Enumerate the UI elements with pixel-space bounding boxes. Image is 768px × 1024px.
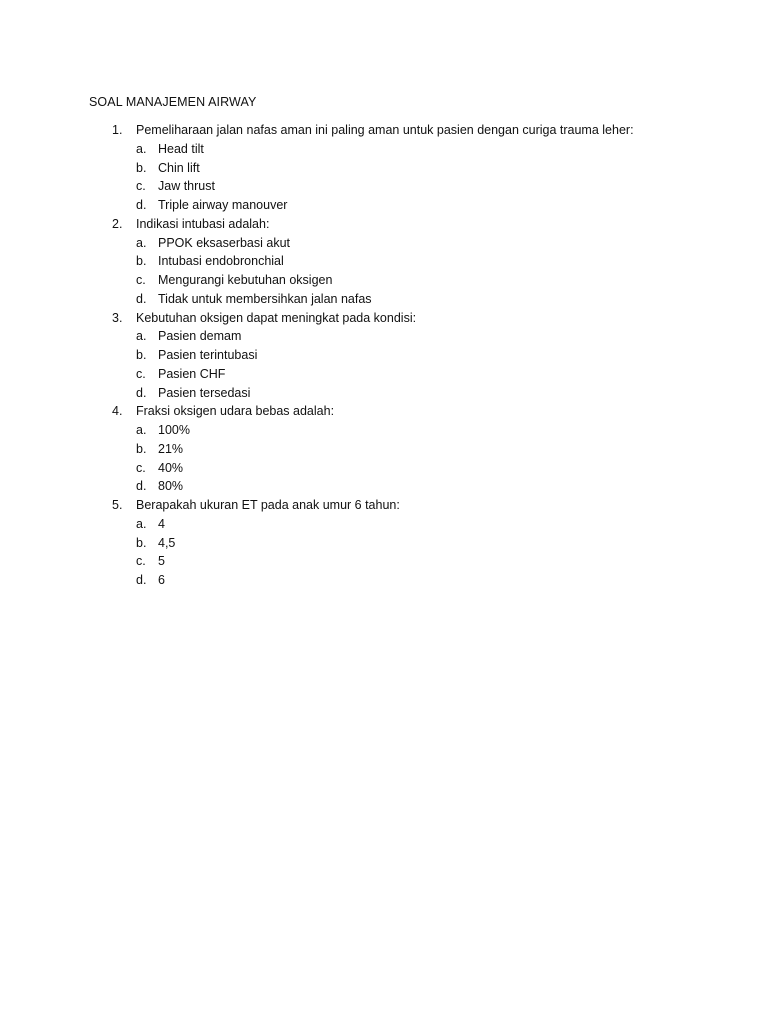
option-letter: b. (136, 160, 147, 175)
option-letter: c. (136, 460, 146, 475)
question-text: Kebutuhan oksigen dapat meningkat pada kondisi: (136, 310, 417, 325)
option-item (0, 459, 768, 478)
option-item (0, 440, 768, 459)
question-number: 3. (112, 310, 123, 325)
option-item (0, 571, 768, 590)
option-letter: a. (136, 329, 147, 344)
option-list (0, 327, 768, 402)
option-letter: c. (136, 179, 146, 194)
option-item (0, 515, 768, 534)
option-letter: a. (136, 141, 147, 156)
option-item (0, 534, 768, 553)
option-letter: a. (136, 235, 147, 250)
option-text: 40% (158, 460, 184, 475)
option-letter: d. (136, 573, 147, 587)
option-list (0, 515, 768, 590)
option-text: 5 (158, 554, 165, 569)
option-text: Pasien demam (158, 329, 242, 344)
option-letter: d. (136, 291, 147, 306)
option-letter: b. (136, 348, 147, 362)
option-letter: c. (136, 273, 146, 287)
option-item (0, 346, 768, 365)
question-number: 4. (112, 404, 123, 419)
option-item (0, 159, 768, 178)
option-item (0, 140, 768, 159)
option-letter: a. (136, 516, 147, 531)
option-item (0, 234, 768, 253)
option-item (0, 477, 768, 496)
option-item (0, 290, 768, 309)
option-text: 6 (158, 573, 165, 587)
option-item (0, 196, 768, 215)
option-text: Mengurangi kebutuhan oksigen (158, 273, 333, 287)
question-5 (0, 496, 768, 590)
question-text: Fraksi oksigen udara bebas adalah: (136, 404, 335, 419)
option-item (0, 552, 768, 571)
question-3 (0, 309, 768, 403)
option-text: Tidak untuk membersihkan jalan nafas (158, 291, 372, 306)
option-letter: b. (136, 441, 147, 456)
option-item (0, 252, 768, 271)
option-item (0, 271, 768, 290)
option-text: Triple airway manouver (158, 198, 288, 212)
question-4 (0, 402, 768, 496)
option-text: Intubasi endobronchial (158, 254, 284, 269)
option-text: Pasien CHF (158, 366, 226, 381)
option-list (0, 234, 768, 309)
option-text: 4,5 (158, 535, 176, 550)
option-letter: d. (136, 198, 147, 212)
option-text: 21% (158, 441, 184, 456)
option-text: 4 (158, 516, 165, 531)
question-text: Berapakah ukuran ET pada anak umur 6 tahun: (136, 498, 400, 512)
document-title: SOAL MANAJEMEN AIRWAY (89, 95, 257, 109)
option-text: Chin lift (158, 160, 200, 175)
option-item (0, 365, 768, 384)
option-item (0, 384, 768, 403)
option-text: Pasien terintubasi (158, 348, 258, 362)
question-2 (0, 215, 768, 309)
question-text: Pemeliharaan jalan nafas aman ini paling aman untuk pasien dengan curiga trauma leher: (136, 123, 634, 137)
option-letter: b. (136, 254, 147, 269)
question-number: 2. (112, 216, 123, 231)
question-number: 1. (112, 123, 123, 137)
option-letter: a. (136, 423, 147, 437)
question-1 (0, 121, 768, 215)
option-item (0, 421, 768, 440)
question-text: Indikasi intubasi adalah: (136, 216, 270, 231)
option-letter: c. (136, 366, 146, 381)
option-text: Pasien tersedasi (158, 385, 251, 400)
option-list (0, 140, 768, 215)
option-letter: d. (136, 385, 147, 400)
option-text: Head tilt (158, 141, 204, 156)
option-item (0, 177, 768, 196)
option-text: 80% (158, 479, 184, 494)
question-list (0, 121, 768, 590)
option-text: Jaw thrust (158, 179, 215, 194)
option-item (0, 327, 768, 346)
question-number: 5. (112, 498, 123, 512)
option-letter: b. (136, 535, 147, 550)
option-letter: d. (136, 479, 147, 494)
option-text: PPOK eksaserbasi akut (158, 235, 291, 250)
option-text: 100% (158, 423, 190, 437)
option-letter: c. (136, 554, 146, 569)
option-list (0, 421, 768, 496)
